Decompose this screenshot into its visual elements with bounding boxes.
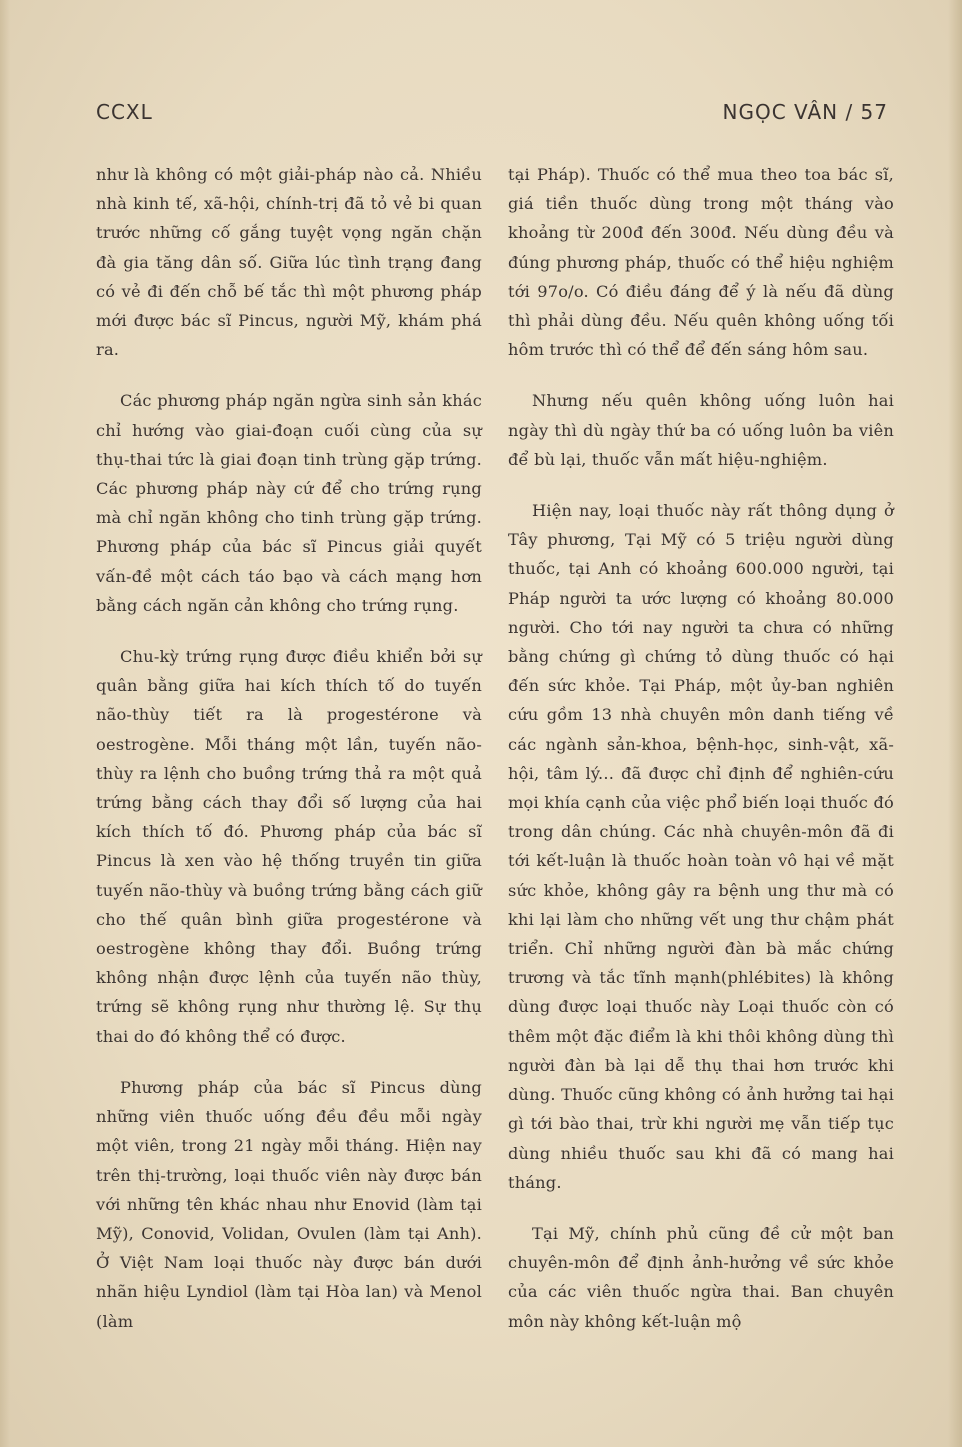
running-head-right: NGỌC VÂN / 57: [722, 100, 888, 124]
page-edge-left: [0, 0, 10, 1447]
running-head-left: CCXL: [96, 100, 153, 124]
paragraph: tại Pháp). Thuốc có thể mua theo toa bác sĩ, giá tiền thuốc dùng trong một tháng vào khoảng từ 200đ đến 300đ. Nếu dùng đều và đúng phương pháp, thuốc có thể hiệu nghiệm tới 97o/o. Có điều đáng để ý là nếu đã dùng thì phải dùng đều. Nếu quên không uống tối hôm trước thì có thể để đến sáng hôm sau.: [508, 165, 894, 360]
paragraph: Tại Mỹ, chính phủ cũng đề cử một ban chuyên-môn để định ảnh-hưởng về sức khỏe của các viên thuốc ngừa thai. Ban chuyên môn này không kết-luận mộ: [508, 1223, 894, 1331]
page-edge-right: [948, 0, 962, 1447]
paragraph: Hiện nay, loại thuốc này rất thông dụng ở Tây phương, Tại Mỹ có 5 triệu người dùng thuốc, tại Anh có khoảng 600.000 người, tại Pháp người ta ước lượng có khoảng 80.000 người. Cho tới nay người ta chưa có những bằng chứng gì chứng tỏ dùng thuốc có hại đến sức khỏe. Tại Pháp, một ủy-ban nghiên cứu gồm 13 nhà chuyên môn danh tiếng về các ngành sản-khoa, bệnh-học, sinh-vật, xã-hội, tâm lý... đã được chỉ định để nghiên-cứu mọi khía cạnh của việc phổ biến loại thuốc đó trong dân chúng. Các nhà chuyên-môn đã đi tới kết-luận là thuốc hoàn toàn vô hại về mặt sức khỏe, không gây ra bệnh ung thư mà có khi lại làm cho những vết ung thư chậm phát triển. Chỉ những người đàn bà mắc chứng trương và tắc tĩnh mạnh(phlébites) là không dùng được loại thuốc này Loại thuốc còn có thêm một đặc điểm là khi thôi không dùng thì người đàn bà lại dễ thụ thai hơn trước khi dùng. Thuốc cũng không có ảnh hưởng tai hại gì tới bào thai, trừ khi người mẹ vẫn tiếp tục dùng nhiều thuốc sau khi đã có mang hai tháng.: [508, 501, 894, 1192]
paragraph: Chu-kỳ trứng rụng được điều khiển bởi sự quân bằng giữa hai kích thích tố do tuyến não-thùy tiết ra là progestérone và oestrogène. Mỗi tháng một lần, tuyến não-thùy ra lệnh cho buồng trứng thả ra một quả trứng bằng cách thay đổi số lượng của hai kích thích tố đó. Phương pháp của bác sĩ Pincus là xen vào hệ thống truyền tin giữa tuyến não-thùy và buồng trứng bằng cách giữ cho thế quân bình giữa progestérone và oestrogène không thay đổi. Buồng trứng không nhận được lệnh của tuyến não thùy, trứng sẽ không rụng như thường lệ. Sự thụ thai do đó không thể có được.: [96, 647, 482, 1046]
paragraph: như là không có một giải-pháp nào cả. Nhiều nhà kinh tế, xã-hội, chính-trị đã tỏ vẻ bi quan trước những cố gắng tuyệt vọng ngăn chặn đà gia tăng dân số. Giữa lúc tình trạng đang có vẻ đi đến chỗ bế tắc thì một phương pháp mới được bác sĩ Pincus, người Mỹ, khám phá ra.: [96, 165, 482, 360]
paragraph: Nhưng nếu quên không uống luôn hai ngày thì dù ngày thứ ba có uống luôn ba viên để bù lại, thuốc vẫn mất hiệu-nghiệm.: [508, 391, 894, 469]
right-column: [508, 160, 894, 1358]
left-column: [96, 160, 482, 1358]
paragraph: Các phương pháp ngăn ngừa sinh sản khác chỉ hướng vào giai-đoạn cuối cùng của sự thụ-thai tức là giai đoạn tinh trùng gặp trứng. Các phương pháp này cứ để cho trứng rụng mà chỉ ngăn không cho tinh trùng gặp trứng. Phương pháp của bác sĩ Pincus giải quyết vấn-đề một cách táo bạo và cách mạng hơn bằng cách ngăn cản không cho trứng rụng.: [96, 391, 482, 615]
paragraph: Phương pháp của bác sĩ Pincus dùng những viên thuốc uống đều đều mỗi ngày một viên, trong 21 ngày mỗi tháng. Hiện nay trên thị-trường, loại thuốc viên này được bán với những tên khác nhau như Enovid (làm tại Mỹ), Conovid, Volidan, Ovulen (làm tại Anh). Ở Việt Nam loại thuốc này được bán dưới nhãn hiệu Lyndiol (làm tại Hòa lan) và Menol (làm: [96, 1077, 482, 1331]
running-head: [96, 100, 888, 130]
